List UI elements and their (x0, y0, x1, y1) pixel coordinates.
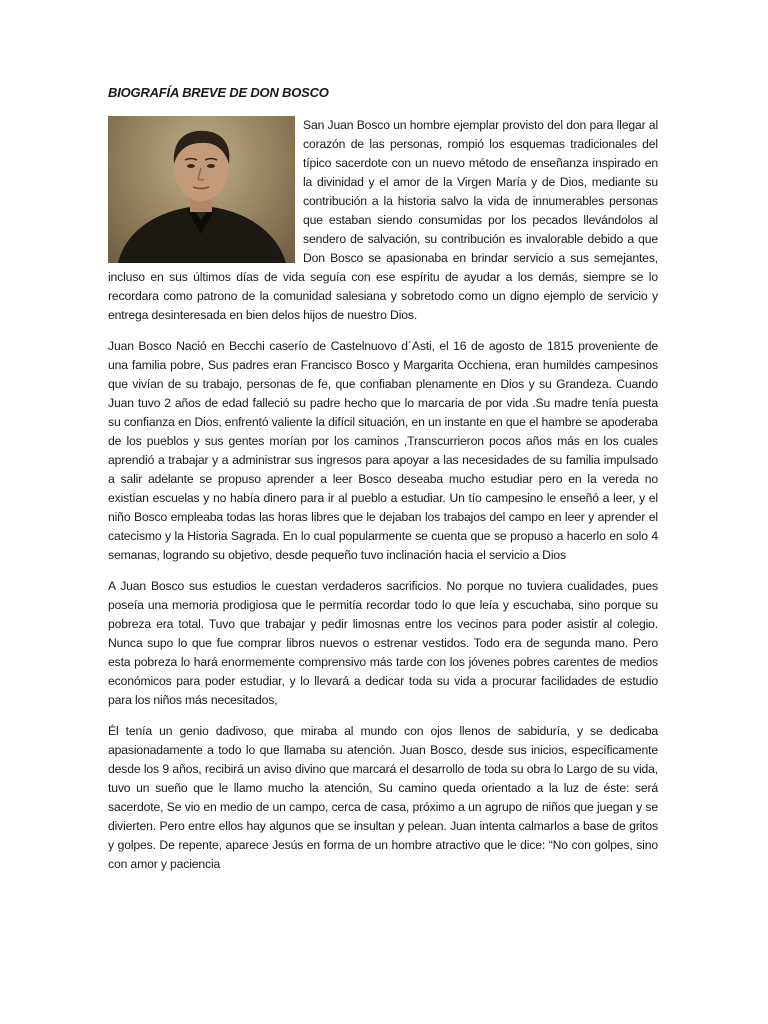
portrait-figure (108, 116, 295, 263)
portrait-image (108, 116, 295, 263)
paragraph-4: Él tenía un genio dadivoso, que miraba al mundo con ojos llenos de sabiduría, y se dedicaba apasionadamente a todo lo que llamaba su atención. Juan Bosco, desde sus inicios, específicamente desde los 9 años, recibirá un aviso divino que marcará el desarrollo de toda su obra lo Largo de su vida, tuvo un sueño que le llamo mucho la atención, Su camino queda orientado a la luz de éste: será sacerdote, Se vio en medio de un campo, cerca de casa, próximo a un agrupo de niños que juegan y se divierten. Pero entre ellos hay algunos que se insultan y pelean. Juan intenta calmarlos a base de gritos y golpes. De repente, aparece Jesús en forma de un hombre atractivo que le dice: “No con golpes, sino con amor y paciencia (108, 724, 658, 871)
document-title: BIOGRAFÍA BREVE DE DON BOSCO (108, 85, 329, 100)
paragraph-1-text: San Juan Bosco un hombre ejemplar provisto del don para llegar al corazón de las personas, rompió los esquemas tradicionales del típico sacerdote con un nuevo método de enseñanza inspirado en la divinidad y el amor de la Virgen María y de Dios, mediante su contribución a la historia salvo la vida de innumerables personas que estaban siendo consumidas por los pecados llevándolos al sendero de salvación, su contribución es invalorable debido a que Don Bosco se apasionaba en brindar servicio a sus semejantes, incluso en sus últimos días de vida seguía con ese espíritu de ayudar a los demás, siempre se lo recordara como patrono de la comunidad salesiana y sobretodo como un digno ejemplo de servicio y entrega desinteresada en bien delos hijos de nuestro Dios. (108, 118, 658, 322)
paragraph-2: Juan Bosco Nació en Becchi caserío de Castelnuovo d´Asti, el 16 de agosto de 1815 proveniente de una familia pobre, Sus padres eran Francisco Bosco y Margarita Occhiena, eran humildes campesinos que vivían de su trabajo, personas de fe, que confiaban plenamente en Dios y su Grandeza. Cuando Juan tuvo 2 años de edad falleció su padre hecho que lo marcaria de por vida .Su madre tenía puesta su confianza en Dios, enfrentó valiente la difícil situación, en un instante en que el hambre se apoderaba de los pueblos y sus gentes morían por los caminos ,Transcurrieron pocos años más en los cuales aprendió a trabajar y a administrar sus ingresos para apoyar a las necesidades de su familia impulsado a salir adelante se propuso aprender a leer Bosco deseaba mucho estudiar pero en la vereda no existían escuelas y no había dinero para ir al pueblo a estudiar. Un tío campesino le enseñó a leer, y el niño Bosco empleaba todas las horas libres que le dejaban los trabajos del campo en leer y aprender el catecismo y la Historia Sagrada. En lo cual popularmente se cuenta que se propuso a hacerlo en solo 4 semanas, logrando su objetivo, desde pequeño tuvo inclinación hacia el servicio a Dios (108, 339, 658, 562)
paragraph-1 (108, 116, 658, 325)
document-page (108, 84, 658, 886)
paragraph-3: A Juan Bosco sus estudios le cuestan verdaderos sacrificios. No porque no tuviera cualidades, pues poseía una memoria prodigiosa que le permitía recordar todo lo que leía y escuchaba, sino porque su pobreza era total. Tuvo que trabajar y pedir limosnas entre los vecinos para poder asistir al colegio. Nunca supo lo que fue comprar libros nuevos o estrenar vestidos. Todo era de segunda mano. Pero esta pobreza lo hará enormemente comprensivo más tarde con los jóvenes pobres carentes de medios económicos para poder estudiar, y lo llevará a dedicar toda su vida a procurar facilidades de estudio para los niños más necesitados, (108, 579, 658, 707)
